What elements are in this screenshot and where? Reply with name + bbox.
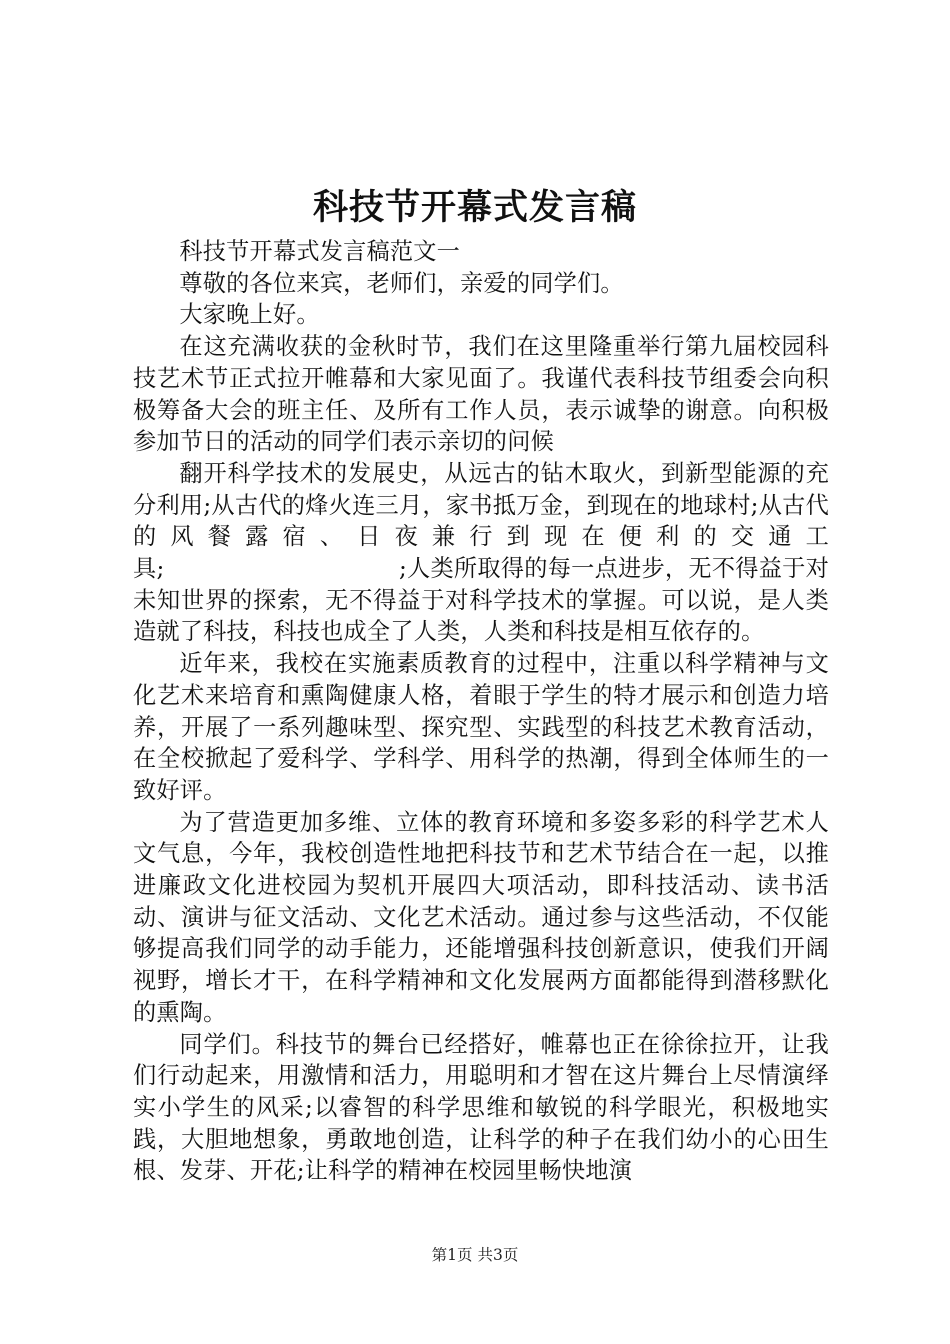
paragraph: 为了营造更加多维、立体的教育环境和多姿多彩的科学艺术人文气息，今年，我校创造性地把科技节和艺术节结合在一起，以推进廉政文化进校园为契机开展四大项活动，即科技活动、读书活动、演讲与征文活动、文化艺术活动。通过参与这些活动，不仅能够提高我们同学的动手能力，还能增强科技创新意识，使我们开阔视野，增长才干，在科学精神和文化发展两方面都能得到潜移默化的熏陶。 [133,808,829,1026]
paragraph-subtitle: 科技节开幕式发言稿范文一 [179,238,461,265]
paragraph: 在这充满收获的金秋时节，我们在这里隆重举行第九届校园科技艺术节正式拉开帷幕和大家见面了。我谨代表科技节组委会向积极筹备大会的班主任、及所有工作人员，表示诚挚的谢意。向积极参加节日的活动的同学们表示亲切的问候 [133,333,829,456]
document-body [133,236,829,1187]
page-number: 第1页 共3页 [431,1246,519,1264]
paragraph-salutation: 尊敬的各位来宾，老师们，亲爱的同学们。 [179,269,624,297]
paragraph: 同学们。科技节的舞台已经搭好，帷幕也正在徐徐拉开，让我们行动起来，用激情和活力，用聪明和才智在这片舞台上尽情演绎实小学生的风采;以睿智的科学思维和敏锐的科学眼光，积极地实践，大胆地想象，勇敢地创造，让科学的种子在我们幼小的心田生根、发芽、开花;让科学的精神在校园里畅快地演 [133,1030,829,1185]
paragraph: 近年来，我校在实施素质教育的过程中，注重以科学精神与文化艺术来培育和熏陶健康人格，着眼于学生的特才展示和创造力培养，开展了一系列趣味型、探究型、实践型的科技艺术教育活动，在全校掀起了爱科学、学科学、用科学的热潮，得到全体师生的一致好评。 [133,650,829,804]
document-title: 科技节开幕式发言稿 [312,187,637,228]
paragraph-greeting: 大家晚上好。 [179,301,320,329]
paragraph: 翻开科学技术的发展史，从远古的钻木取火，到新型能源的充分利用;从古代的烽火连三月，家书抵万金，到现在的地球村;从古代的风餐露宿、日夜兼行到现在便利的交通工具; ;人类所取得的每一点进步，无不得益于对未知世界的探索，无不得益于对科学技术的掌握。可以说，是人类造就了科技，科技也成全了人类，人类和科技是相互依存的。 [133,459,829,646]
